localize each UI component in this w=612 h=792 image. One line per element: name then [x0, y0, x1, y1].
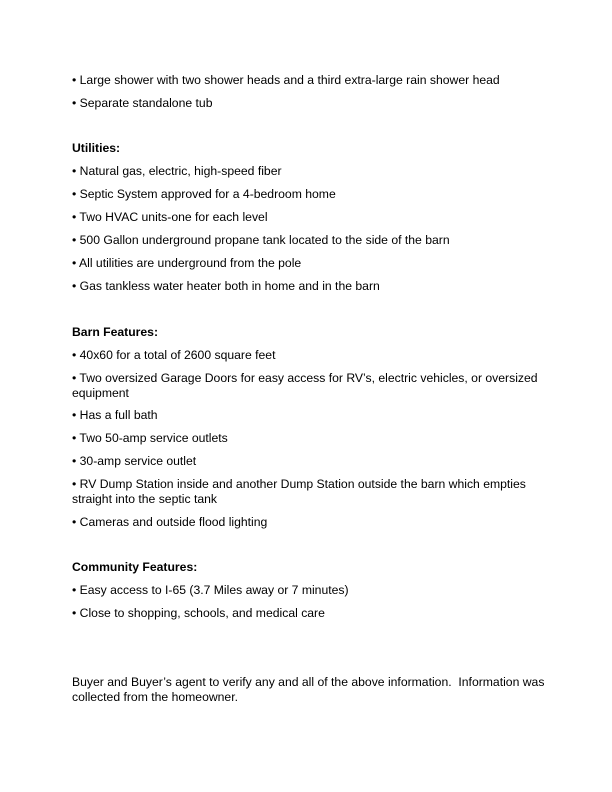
utilities-item: • All utilities are underground from the pole — [72, 256, 302, 270]
community-item: • Close to shopping, schools, and medical care — [72, 606, 325, 620]
barn-item: • Has a full bath — [72, 408, 158, 422]
bullet-shower: • Large shower with two shower heads and a third extra-large rain shower head — [72, 73, 500, 87]
community-heading: Community Features: — [72, 560, 198, 574]
utilities-item: • Natural gas, electric, high-speed fiber — [72, 164, 282, 178]
disclaimer-paragraph: Buyer and Buyer’s agent to verify any and all of the above information. Information was collected from the homeowner. — [72, 675, 548, 704]
barn-item: • 30-amp service outlet — [72, 454, 197, 468]
utilities-item: • 500 Gallon underground propane tank located to the side of the barn — [72, 233, 450, 247]
barn-item: • 40x60 for a total of 2600 square feet — [72, 348, 276, 362]
bullet-tub: • Separate standalone tub — [72, 96, 213, 110]
utilities-item: • Gas tankless water heater both in home and in the barn — [72, 279, 380, 293]
community-item: • Easy access to I-65 (3.7 Miles away or 7 minutes) — [72, 583, 349, 597]
utilities-heading: Utilities: — [72, 141, 121, 155]
barn-heading: Barn Features: — [72, 325, 159, 339]
utilities-item: • Two HVAC units-one for each level — [72, 210, 268, 224]
barn-item: • Two 50-amp service outlets — [72, 431, 228, 445]
barn-item: • RV Dump Station inside and another Dump Station outside the barn which empties straight into the septic tank — [72, 477, 530, 506]
barn-item: • Cameras and outside flood lighting — [72, 515, 268, 529]
barn-item: • Two oversized Garage Doors for easy access for RV’s, electric vehicles, or oversized equipment — [72, 371, 541, 400]
utilities-item: • Septic System approved for a 4-bedroom home — [72, 187, 336, 201]
